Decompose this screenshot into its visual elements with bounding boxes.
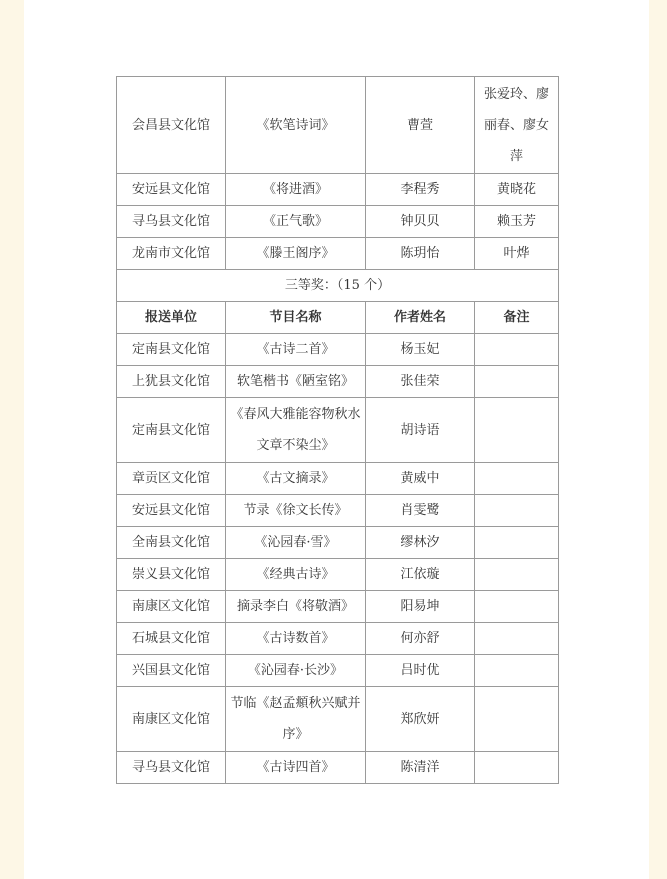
note-cell (475, 687, 559, 752)
note-cell: 张爱玲、廖丽春、廖女萍 (475, 77, 559, 174)
unit-cell: 上犹县文化馆 (117, 366, 226, 398)
header-note: 备注 (475, 302, 559, 334)
program-cell: 软笔楷书《陋室铭》 (226, 366, 366, 398)
author-cell: 江依璇 (366, 559, 475, 591)
program-cell: 《正气歌》 (226, 206, 366, 238)
author-cell: 陈清洋 (366, 752, 475, 784)
program-cell: 摘录李白《将敬酒》 (226, 591, 366, 623)
note-cell: 赖玉芳 (475, 206, 559, 238)
program-cell: 《古诗数首》 (226, 623, 366, 655)
author-cell: 胡诗语 (366, 398, 475, 463)
table-row (117, 398, 559, 463)
author-cell: 郑欣妍 (366, 687, 475, 752)
note-cell (475, 334, 559, 366)
author-cell: 张佳荣 (366, 366, 475, 398)
author-cell: 阳易坤 (366, 591, 475, 623)
table-row (117, 495, 559, 527)
header-program: 节目名称 (226, 302, 366, 334)
program-cell: 《软笔诗词》 (226, 77, 366, 174)
table-row (117, 77, 559, 174)
table-row (117, 527, 559, 559)
table-row (117, 752, 559, 784)
author-cell: 何亦舒 (366, 623, 475, 655)
unit-cell: 兴国县文化馆 (117, 655, 226, 687)
unit-cell: 安远县文化馆 (117, 174, 226, 206)
unit-cell: 定南县文化馆 (117, 398, 226, 463)
author-cell: 缪林汐 (366, 527, 475, 559)
table-row (117, 463, 559, 495)
table-row (117, 623, 559, 655)
table-row (117, 559, 559, 591)
note-cell (475, 366, 559, 398)
program-cell: 《经典古诗》 (226, 559, 366, 591)
author-cell: 陈玥怡 (366, 238, 475, 270)
table-row (117, 687, 559, 752)
table-row (117, 334, 559, 366)
table-row (117, 174, 559, 206)
author-cell: 钟贝贝 (366, 206, 475, 238)
note-cell: 黄晓花 (475, 174, 559, 206)
unit-cell: 寻乌县文化馆 (117, 206, 226, 238)
note-cell (475, 463, 559, 495)
program-cell: 《滕王阁序》 (226, 238, 366, 270)
note-cell: 叶烨 (475, 238, 559, 270)
table-row (117, 366, 559, 398)
program-cell: 《古诗二首》 (226, 334, 366, 366)
unit-cell: 龙南市文化馆 (117, 238, 226, 270)
unit-cell: 会昌县文化馆 (117, 77, 226, 174)
author-cell: 黄威中 (366, 463, 475, 495)
table-row (117, 591, 559, 623)
author-cell: 吕时优 (366, 655, 475, 687)
note-cell (475, 495, 559, 527)
program-cell: 《沁园春·雪》 (226, 527, 366, 559)
program-cell: 《沁园春·长沙》 (226, 655, 366, 687)
unit-cell: 全南县文化馆 (117, 527, 226, 559)
unit-cell: 章贡区文化馆 (117, 463, 226, 495)
section-title: 三等奖：（15 个） (117, 270, 559, 302)
program-cell: 《将进酒》 (226, 174, 366, 206)
note-cell (475, 591, 559, 623)
header-row (117, 302, 559, 334)
author-cell: 曹萱 (366, 77, 475, 174)
unit-cell: 南康区文化馆 (117, 591, 226, 623)
program-cell: 《春风大雅能容物秋水文章不染尘》 (226, 398, 366, 463)
unit-cell: 寻乌县文化馆 (117, 752, 226, 784)
note-cell (475, 398, 559, 463)
note-cell (475, 655, 559, 687)
header-author: 作者姓名 (366, 302, 475, 334)
header-unit: 报送单位 (117, 302, 226, 334)
unit-cell: 崇义县文化馆 (117, 559, 226, 591)
note-cell (475, 559, 559, 591)
author-cell: 杨玉妃 (366, 334, 475, 366)
note-cell (475, 527, 559, 559)
unit-cell: 石城县文化馆 (117, 623, 226, 655)
author-cell: 李程秀 (366, 174, 475, 206)
unit-cell: 定南县文化馆 (117, 334, 226, 366)
note-cell (475, 752, 559, 784)
program-cell: 《古诗四首》 (226, 752, 366, 784)
document-page (24, 0, 649, 879)
note-cell (475, 623, 559, 655)
program-cell: 《古文摘录》 (226, 463, 366, 495)
unit-cell: 南康区文化馆 (117, 687, 226, 752)
table-row (117, 655, 559, 687)
unit-cell: 安远县文化馆 (117, 495, 226, 527)
section-title-row (117, 270, 559, 302)
table-row (117, 206, 559, 238)
program-cell: 节录《徐文长传》 (226, 495, 366, 527)
author-cell: 肖雯鹭 (366, 495, 475, 527)
award-table (116, 76, 559, 784)
program-cell: 节临《赵孟頫秋兴赋并序》 (226, 687, 366, 752)
table-row (117, 238, 559, 270)
